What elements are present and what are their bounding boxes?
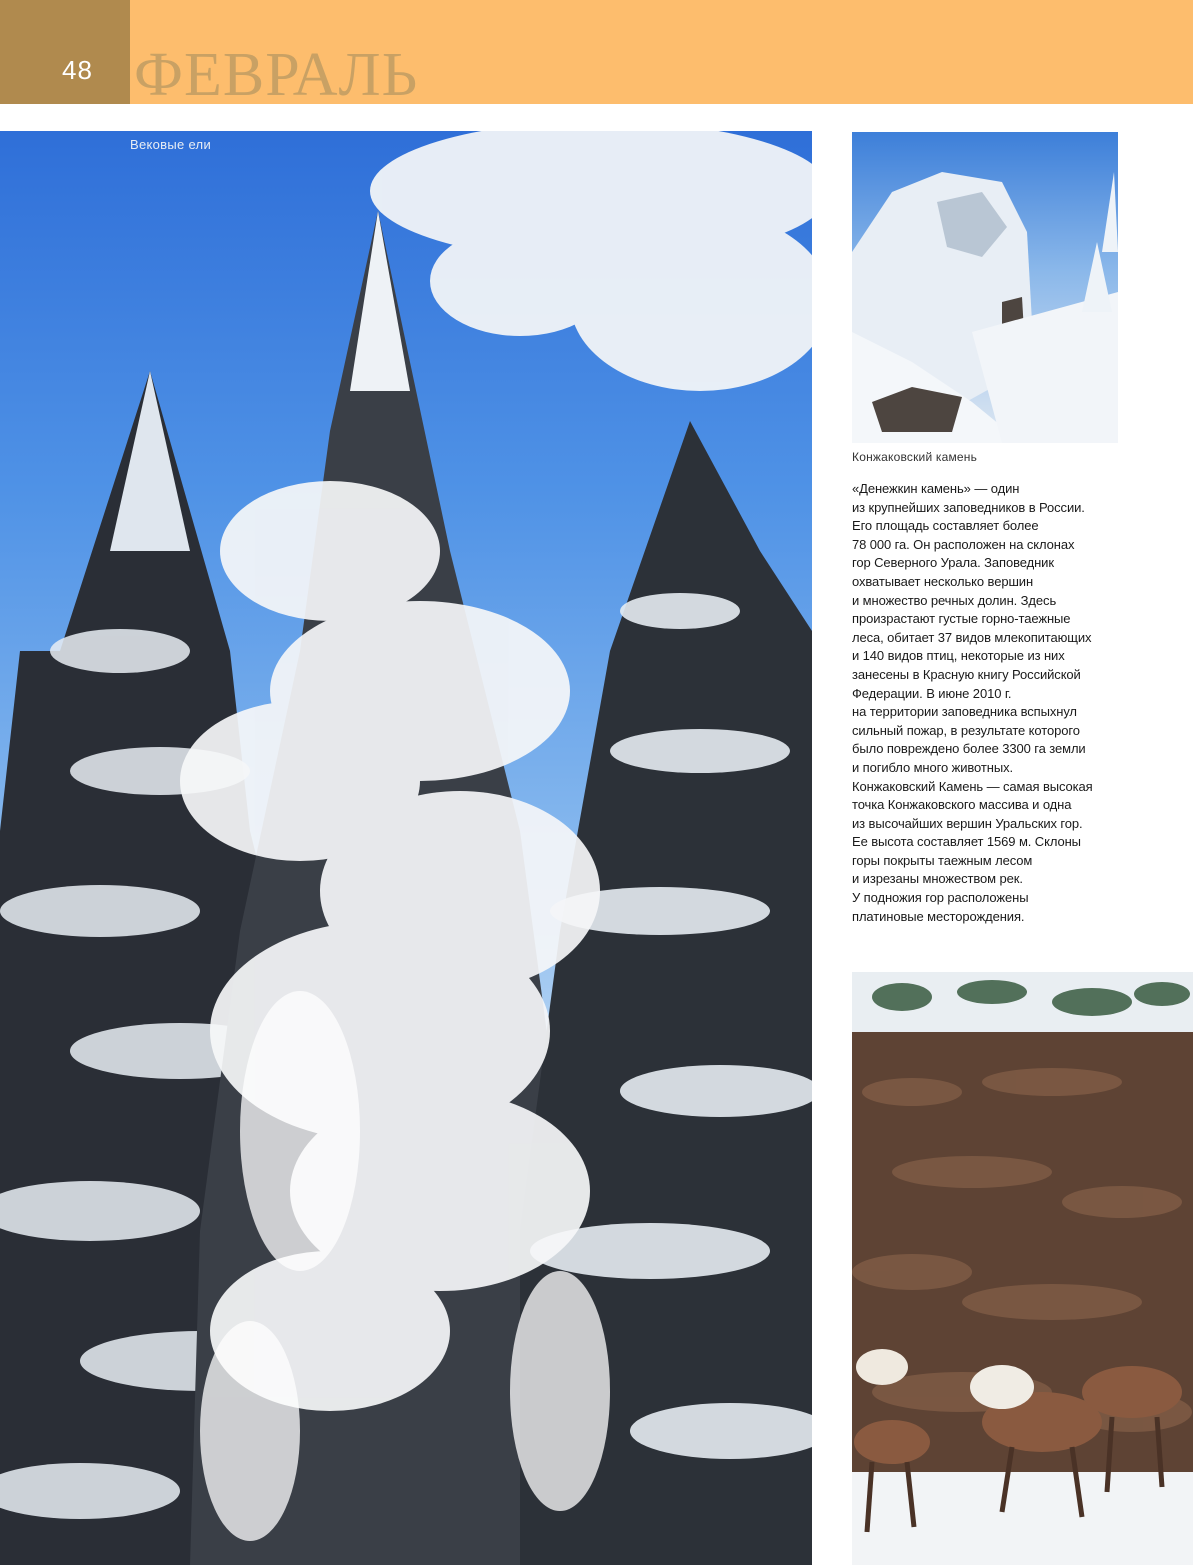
article-line: сильный пожар, в результате которого	[852, 722, 1080, 738]
article-line: гор Северного Урала. Заповедник	[852, 555, 1054, 571]
article-body	[852, 480, 1124, 926]
month-title: ФЕВРАЛЬ	[134, 41, 419, 109]
article-line: платиновые месторождения.	[852, 908, 1025, 924]
article-line: охватывает несколько вершин	[852, 573, 1034, 589]
article-line: занесены в Красную книгу Российской	[852, 666, 1081, 682]
article-line: 78 000 га. Он расположен на склонах	[852, 536, 1075, 552]
article-line: «Денежкин камень» — один	[852, 481, 1020, 496]
article-line: Ее высота составляет 1569 м. Склоны	[852, 834, 1081, 850]
side-photo-1-caption: Конжаковский камень	[852, 450, 978, 464]
page-number-box	[0, 0, 130, 104]
article-line: леса, обитает 37 видов млекопитающих	[852, 629, 1092, 645]
main-photo-snowy-spruces	[0, 131, 812, 1565]
article-line: и множество речных долин. Здесь	[852, 592, 1057, 608]
article-line: произрастают густые горно-таежные	[852, 611, 1071, 627]
snowy-rock-illustration	[852, 132, 1118, 443]
article-line: из крупнейших заповедников в России.	[852, 499, 1085, 515]
article-line: было повреждено более 3300 га земли	[852, 741, 1086, 757]
article-line: и погибло много животных.	[852, 759, 1013, 775]
article-line: и 140 видов птиц, некоторые из них	[852, 648, 1065, 664]
reindeer-herd-illustration	[852, 972, 1193, 1565]
article-line: Федерации. В июне 2010 г.	[852, 685, 1012, 701]
article-line: точка Конжаковского массива и одна	[852, 797, 1072, 813]
article-line: Конжаковский Камень — самая высокая	[852, 778, 1093, 794]
side-photo-reindeer-herd	[852, 972, 1193, 1565]
article-line: У подножия гор расположены	[852, 890, 1029, 906]
article-line: на территории заповедника вспыхнул	[852, 704, 1077, 720]
article-line: Его площадь составляет более	[852, 518, 1039, 534]
page-number: 48	[62, 55, 93, 85]
side-photo-snowy-rock	[852, 132, 1118, 443]
article-line: из высочайших вершин Уральских гор.	[852, 815, 1083, 831]
article-line: горы покрыты таежным лесом	[852, 852, 1033, 868]
spruce-trees-illustration	[0, 131, 812, 1565]
main-photo-caption: Вековые ели	[130, 137, 212, 152]
article-line: и изрезаны множеством рек.	[852, 871, 1023, 887]
